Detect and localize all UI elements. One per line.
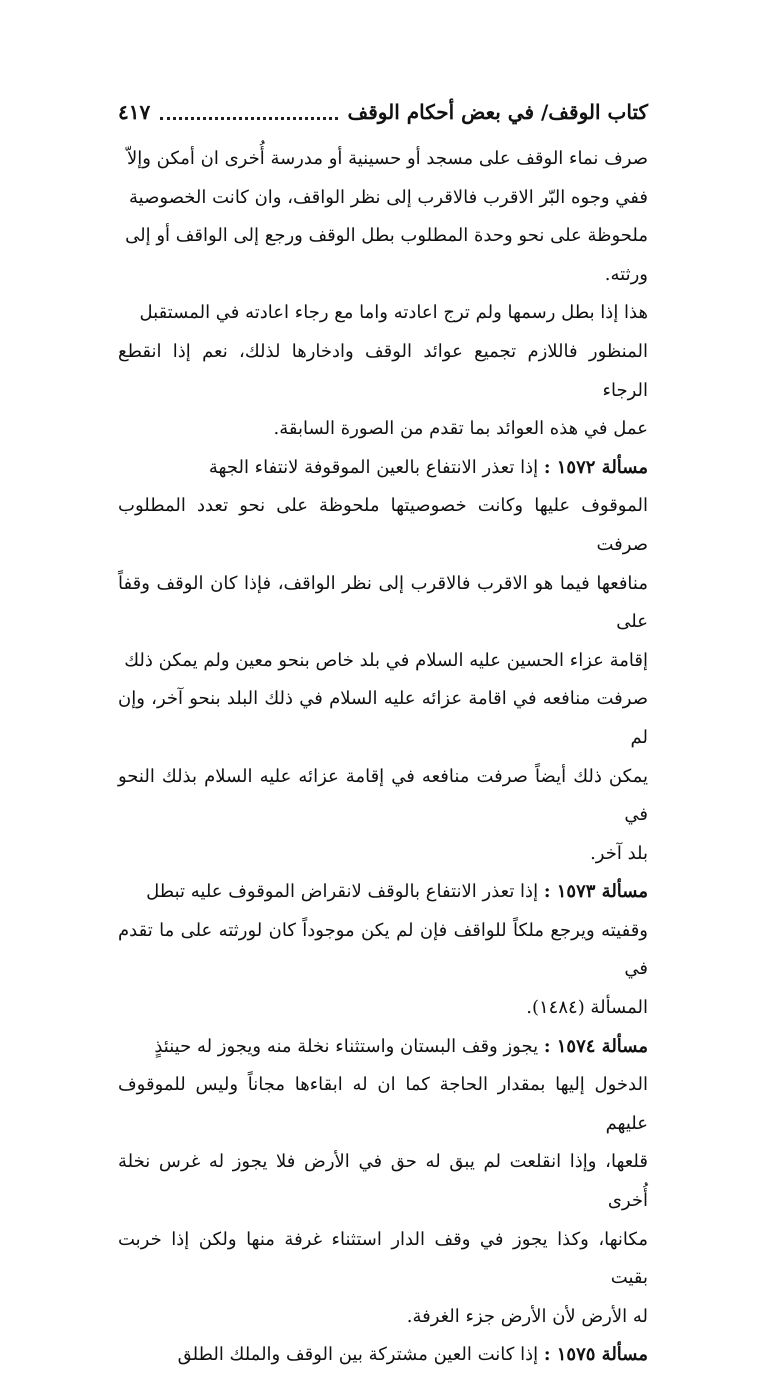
paragraph-text: إذا تعذر الانتفاع بالعين الموقوفة لانتفاء الجهة الموقوف عليها وكانت خصوصيتها ملحوظة على نحو تعدد المطلوب صرفت منافعها فيما هو الاقرب فالاقرب إلى نظر الواقف، فإذا كان الوقف وقفاً على إقامة عزاء الحسين عليه السلام في بلد خاص بنحو معين ولم يمكن ذلك صرفت منافعه في اقامة عزائه عليه السلام في ذلك البلد بنحو آخر، وإن لم يمكن ذلك أيضاً صرفت منافعه في إقامة عزائه عليه السلام بذلك النحو في بلد آخر. [118,456,648,864]
page-number: ٤١٧ [118,100,151,124]
paragraph-text: يجوز وقف البستان واستثناء نخلة منه ويجوز له حينئذٍ الدخول إليها بمقدار الحاجة كما ان له ابقاءها مجاناً وليس للموقوف عليهم قلعها، وإذا انقلعت لم يبق له حق في الأرض فلا يجوز له غرس نخلة أُخرى مكانها، وكذا يجوز في وقف الدار استثناء غرفة منها ولكن إذا خربت بقيت له الأرض لأن الأرض جزء الغرفة. [118,1035,648,1327]
issue-1572 [118,449,648,874]
header-dot-leader [160,117,337,120]
issue-label: مسألة ١٥٧٢ : [543,456,648,478]
page-header [118,94,648,130]
issue-label: مسألة ١٥٧٤ : [543,1035,648,1057]
issue-label: مسألة ١٥٧٥ : [543,1344,648,1366]
issue-1575 [118,1336,648,1375]
paragraph-text: إذا تعذر الانتفاع بالوقف لانقراض الموقوف عليه تبطل وقفيته ويرجع ملكاً للواقف فإن لم يكن موجوداً كان لورثته على ما تقدم في المسألة (١٤٨٤). [118,881,648,1019]
paragraph-text: إذا كانت العين مشتركة بين الوقف والملك الطلق [177,1344,544,1366]
body-text [118,140,648,1375]
book-title: كتاب الوقف/ في بعض أحكام الوقف [347,100,648,124]
paragraph-text: صرف نماء الوقف على مسجد أو حسينية أو مدرسة أُخرى ان أمكن وإلاّ ففي وجوه البّر الاقرب فالاقرب إلى نظر الواقف، وان كانت الخصوصية ملحوظة على نحو وحدة المطلوب بطل الوقف ورجع إلى الواقف أو إلى ورثته. [125,148,648,285]
paragraph [118,294,648,448]
paragraph-continuation [118,140,648,294]
paragraph-text: هذا إذا بطل رسمها ولم ترج اعادته واما مع رجاء اعادته في المستقبل المنظور فاللازم تجميع عوائد الوقف وادخارها لذلك، نعم إذا انقطع الرجاء عمل في هذه العوائد بما تقدم من الصورة السابقة. [118,302,648,440]
issue-label: مسألة ١٥٧٣ : [543,881,648,903]
issue-1573 [118,873,648,1027]
issue-1574 [118,1028,648,1337]
